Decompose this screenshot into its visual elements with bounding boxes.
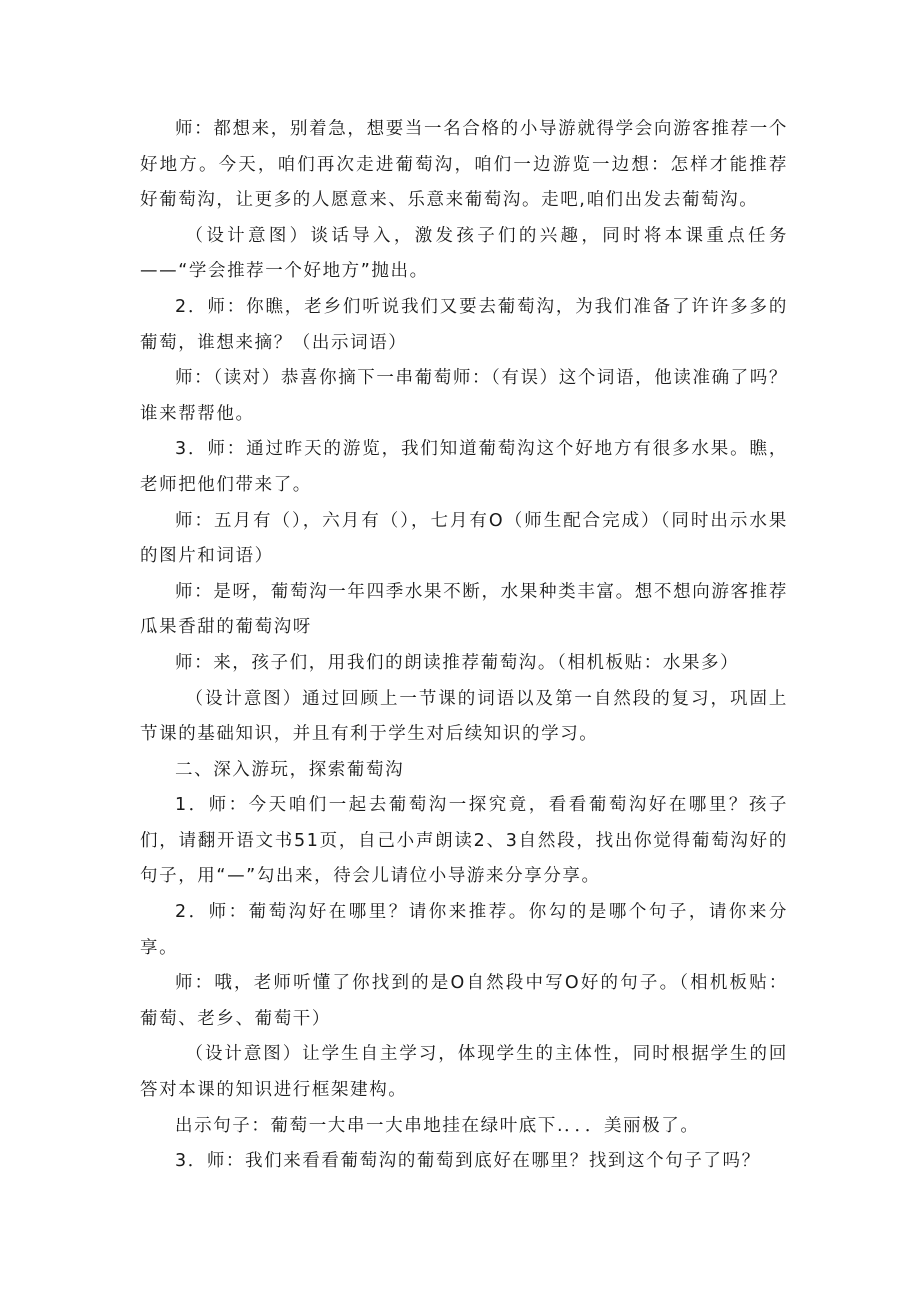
paragraph-reading-check: 师：（读对）恭喜你摘下一串葡萄师：（有误）这个词语，他读准确了吗？谁来帮帮他。 — [140, 368, 788, 424]
paragraph-step-3-fruits: 3．师：通过昨天的游览，我们知道葡萄沟这个好地方有很多水果。瞧，老师把他们带来了。 — [140, 439, 788, 495]
paragraph-step-3-find: 3．师：我们来看看葡萄沟的葡萄到底好在哪里？找到这个句子了吗？ — [175, 1151, 761, 1172]
paragraph-teacher-intro: 师：都想来，别着急，想要当一名合格的小导游就得学会向游客推荐一个好地方。今天，咱们再次走进葡萄沟，咱们一边游览一边想：怎样才能推荐好葡萄沟，让更多的人愿意来、乐意来葡萄沟。走吧,咱们出发去葡萄沟。 — [140, 119, 788, 211]
paragraph-board-notes: 师：哦，老师听懂了你找到的是O自然段中写O好的句子。（相机板贴：葡萄、老乡、葡萄干） — [140, 973, 788, 1029]
paragraph-design-intent-1: （设计意图）谈话导入，激发孩子们的兴趣，同时将本课重点任务——“学会推荐一个好地方”抛出。 — [140, 225, 788, 282]
section-heading-explore: 二、深入游玩，探索葡萄沟 — [175, 759, 405, 780]
paragraph-design-intent-2: （设计意图）通过回顾上一节课的词语以及第一自然段的复习，巩固上节课的基础知识，并且有利于学生对后续知识的学习。 — [140, 688, 788, 745]
document-body — [140, 112, 788, 1180]
paragraph-step-1-explore: 1．师：今天咱们一起去葡萄沟一探究竟，看看葡萄沟好在哪里？孩子们，请翻开语文书51页，自己小声朗读2、3自然段，找出你觉得葡萄沟好的句子，用“—”勾出来，待会儿请位小导游来分享分享。 — [140, 795, 788, 887]
paragraph-recommend: 师：是呀，葡萄沟一年四季水果不断，水果种类丰富。想不想向游客推荐瓜果香甜的葡萄沟呀 — [140, 581, 788, 638]
paragraph-step-2-grapes: 2．师：你瞧，老乡们听说我们又要去葡萄沟，为我们准备了许许多多的葡萄，谁想来摘？（出示词语） — [140, 296, 788, 353]
paragraph-design-intent-3: （设计意图）让学生自主学习，体现学生的主体性，同时根据学生的回答对本课的知识进行框架建构。 — [140, 1044, 788, 1101]
paragraph-months-fruits: 师：五月有（），六月有（），七月有O（师生配合完成）（同时出示水果的图片和词语） — [140, 510, 788, 567]
paragraph-show-sentence: 出示句子：葡萄一大串一大串地挂在绿叶底下.．．．美丽极了。 — [175, 1115, 700, 1136]
paragraph-read-aloud: 师：来，孩子们，用我们的朗读推荐葡萄沟。（相机板贴：水果多） — [175, 652, 740, 673]
paragraph-step-2-share: 2．师：葡萄沟好在哪里？请你来推荐。你勾的是哪个句子，请你来分享。 — [140, 902, 788, 958]
